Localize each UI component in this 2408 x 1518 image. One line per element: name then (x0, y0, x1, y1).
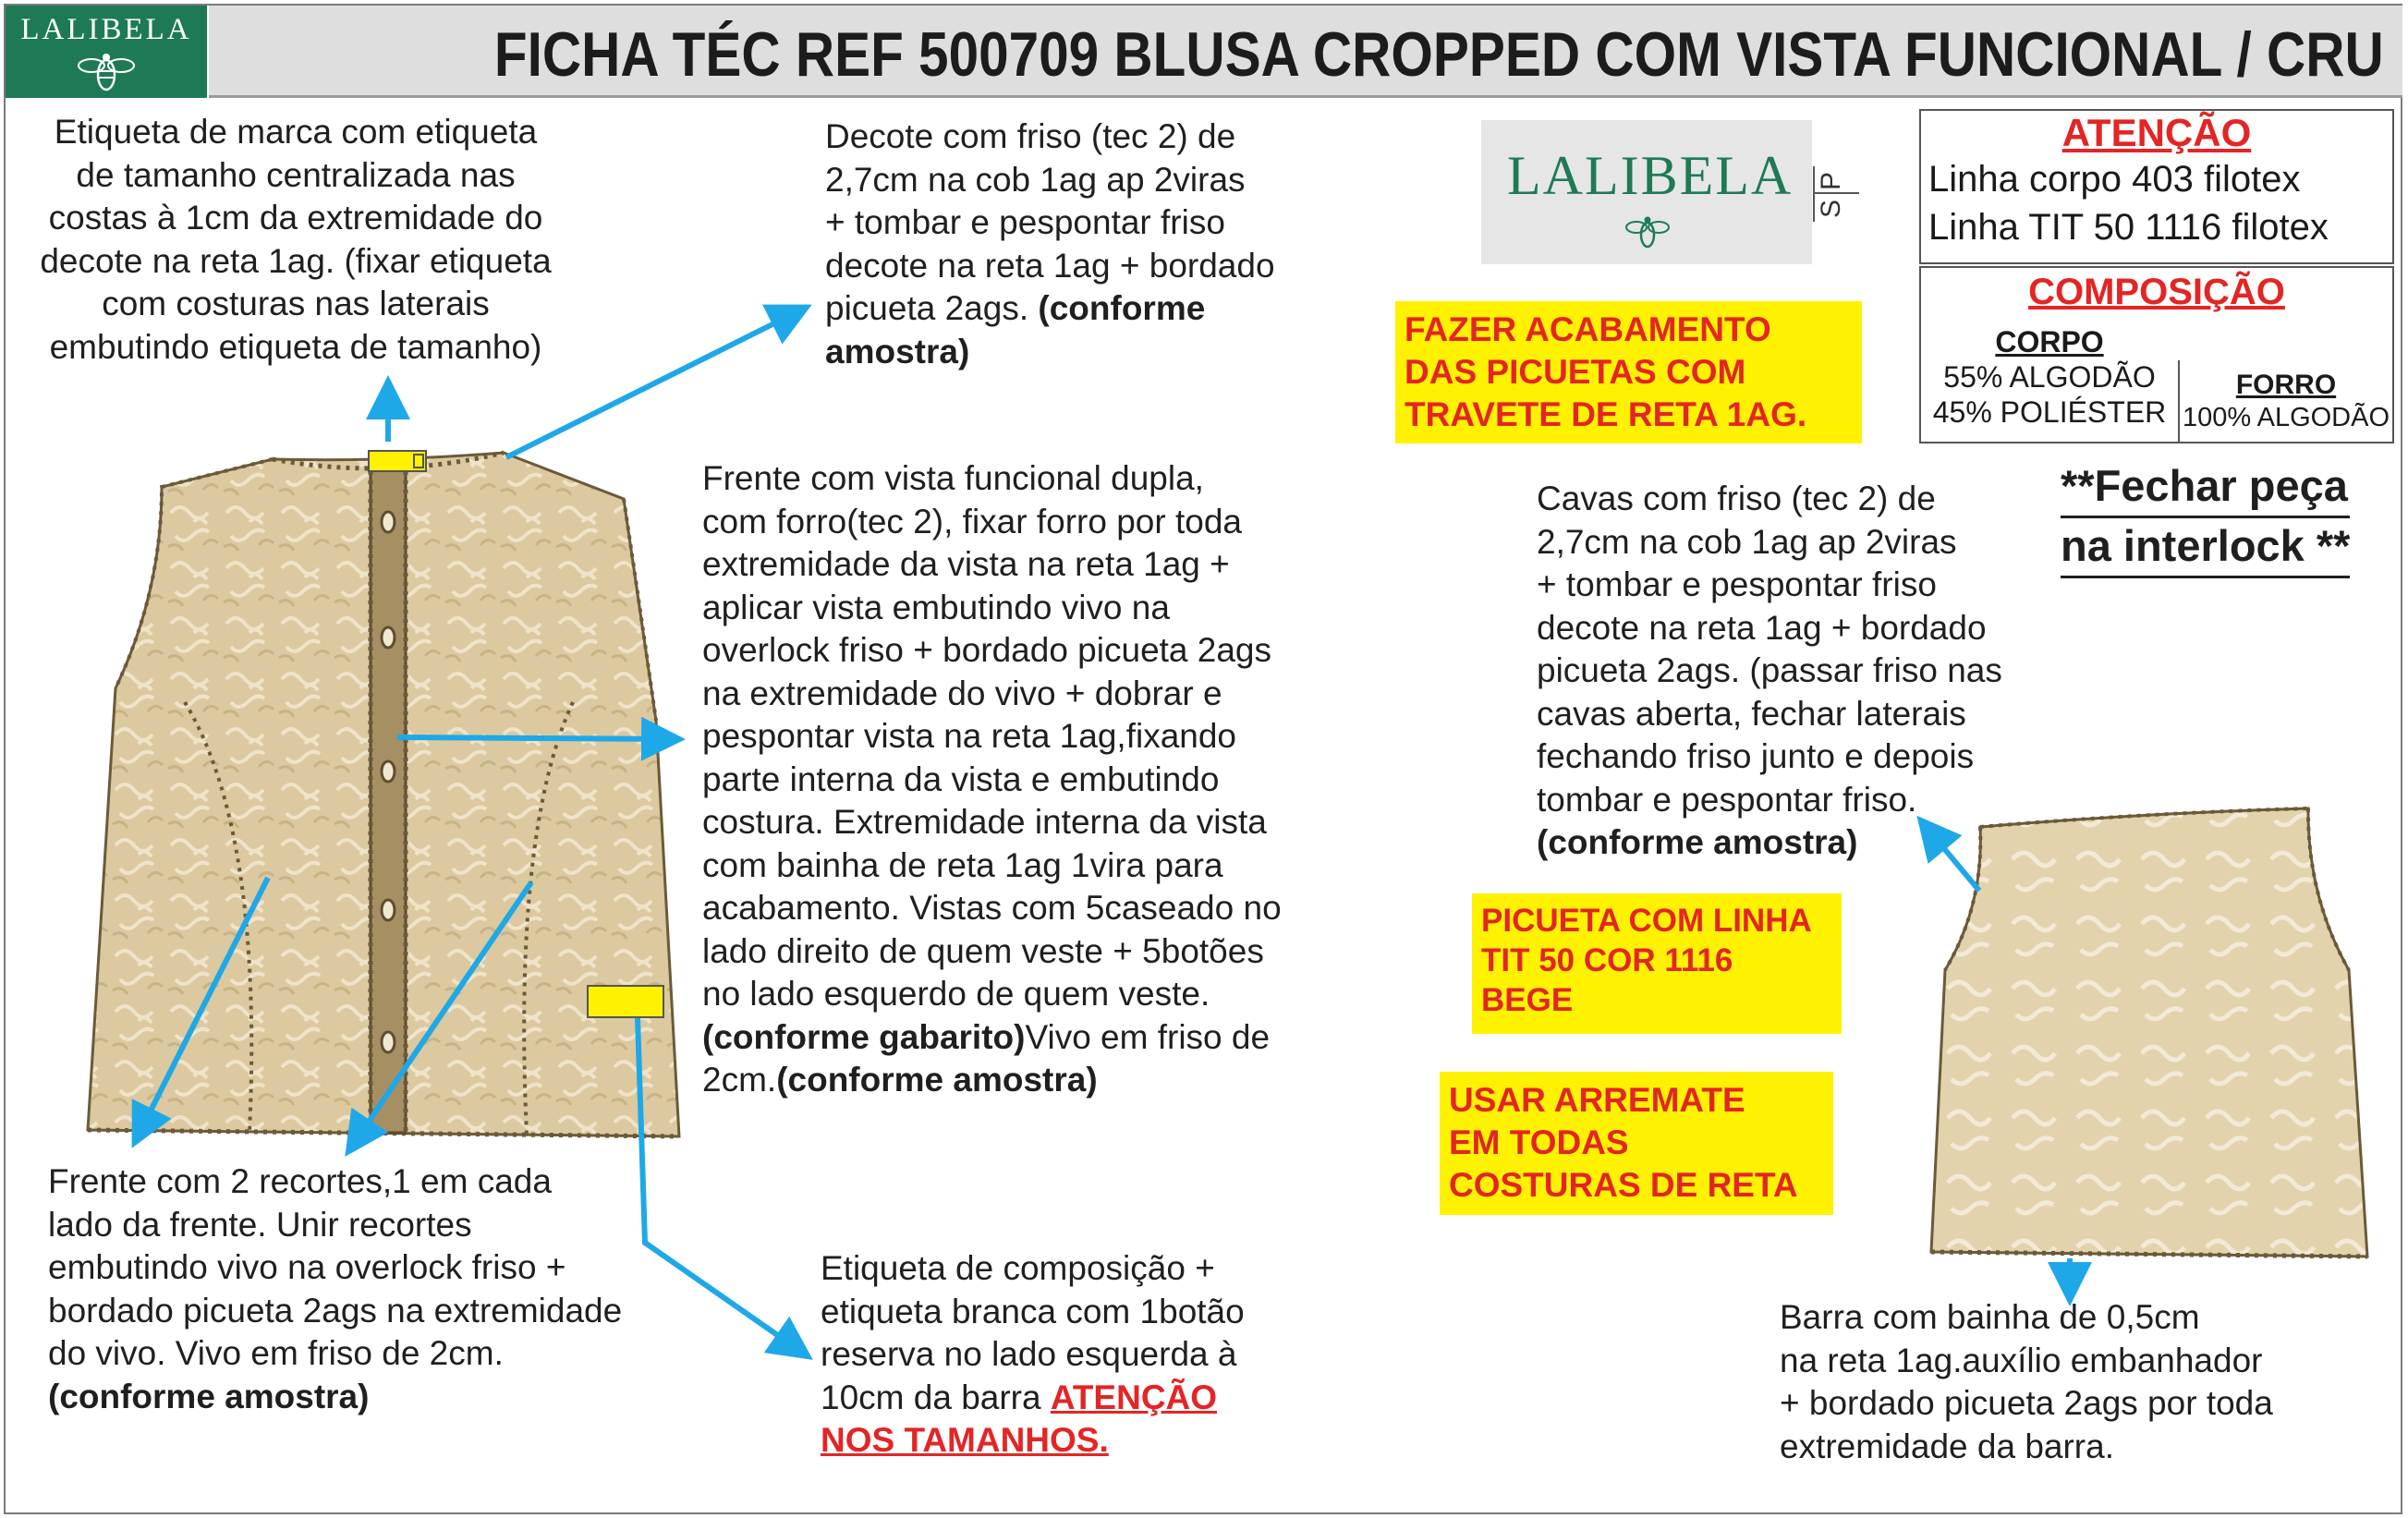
note-barra: Barra com bainha de 0,5cm na reta 1ag.auxílio embanhador + bordado picueta 2ags por toda extremidade da barra. (1780, 1298, 2273, 1465)
attention-heading: ATENÇÃO (2061, 111, 2252, 154)
page-title: FICHA TÉC REF 500709 BLUSA CROPPED COM VISTA FUNCIONAL / CRU (494, 19, 2384, 90)
note-recortes: Frente com 2 recortes,1 em cada lado da frente. Unir recortes embutindo vivo na overlock friso + bordado picueta 2ags na extremidade do vivo. Vivo em friso de 2cm. (conforme amostra) (48, 1162, 623, 1415)
note-frente-vista: Frente com vista funcional dupla, com forro(tec 2), fixar forro por toda extremidade da vista na reta 1ag + aplicar vista embutindo vivo na overlock friso + bordado picueta 2ags na extremidade do vivo + dobrar e pespontar vista na reta 1ag,fixando parte interna da vista e embutindo costura. Extremidade interna da vista com bainha de reta 1ag 1vira para acabamento. Vistas com 5caseado no lado direito de quem veste + 5botões no lado esquerdo de quem veste. (conforme gabarito)Vivo em friso de 2cm.(conforme amostra) (702, 459, 1282, 1099)
front-garment (88, 451, 679, 1136)
bee-icon (1620, 213, 1675, 253)
close-note: **Fechar peça na interlock ** (2061, 458, 2350, 578)
alert-picuetas: FAZER ACABAMENTO DAS PICUETAS COM TRAVETE DE RETA 1AG. (1395, 301, 1862, 443)
alert-arremate: USAR ARREMATE EM TODAS COSTURAS DE RETA (1440, 1072, 1833, 1215)
composition-box (1919, 266, 2394, 443)
alert-linha: PICUETA COM LINHA TIT 50 COR 1116 BEGE (1472, 893, 1842, 1034)
composition-label-icon (588, 986, 663, 1017)
logo-text: LALIBELA (20, 13, 192, 46)
composition-heading: COMPOSIÇÃO (2028, 272, 2285, 312)
brand-tag (1481, 120, 1812, 264)
composition-body: CORPO 55% ALGODÃO 45% POLIÉSTER (1932, 325, 2167, 429)
note-etiqueta-composicao: Etiqueta de composição + etiqueta branca com 1botão reserva no lado esquerda à 10cm da barra ATENÇÃO NOS TAMANHOS. (821, 1249, 1245, 1459)
composition-lining: FORRO 100% ALGODÃO (2182, 370, 2390, 432)
note-etiqueta-marca: Etiqueta de marca com etiqueta de tamanho centralizada nas costas à 1cm da extremidade do decote na reta 1ag. (fixar etiqueta com costuras nas laterais embutindo etiqueta de tamanho) (40, 113, 552, 366)
note-decote: Decote com friso (tec 2) de 2,7cm na cob 1ag ap 2viras + tombar e pespontar friso decote na reta 1ag + bordado picueta 2ags. (conforme amostra) (825, 117, 1275, 370)
back-garment (1931, 808, 2367, 1257)
brand-tag-name: LALIBELA (1507, 145, 1794, 206)
size-tag: P S (1813, 166, 1859, 222)
attention-box: ATENÇÃO Linha corpo 403 filotex Linha TIT 50 1116 filotex (1919, 109, 2394, 264)
note-cavas: Cavas com friso (tec 2) de 2,7cm na cob 1ag ap 2viras + tombar e pespontar friso decote na reta 1ag + bordado picueta 2ags. (passar friso nas cavas aberta, fechar laterais fechando friso junto e depois tombar e pespontar friso. (conforme amostra) (1537, 480, 2002, 861)
